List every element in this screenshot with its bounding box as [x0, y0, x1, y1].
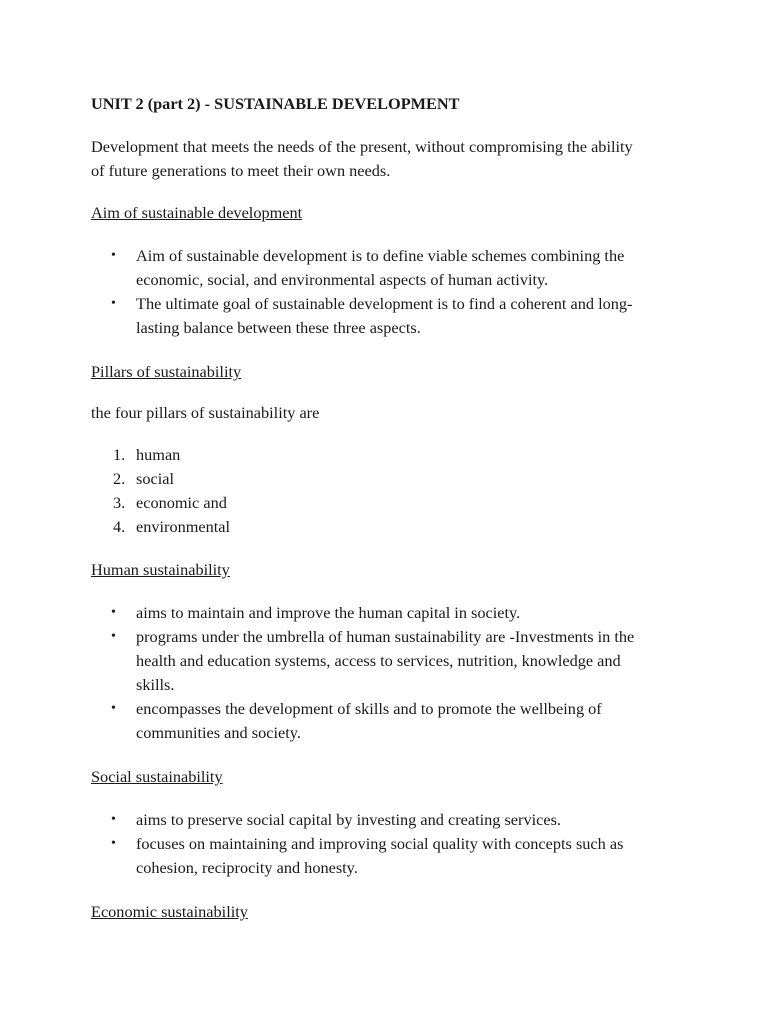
list-item-line: encompasses the development of skills and to promote the wellbeing of: [136, 699, 602, 718]
aim-section-heading: [91, 201, 691, 225]
bullet-icon: •: [111, 701, 116, 716]
list-number: 2.: [113, 469, 126, 488]
list-number: 3.: [113, 493, 126, 512]
pillars-intro: [91, 401, 691, 425]
aim-heading: Aim of sustainable development: [91, 203, 303, 222]
list-number: 1.: [113, 445, 126, 464]
page-title: [91, 92, 691, 116]
list-item: [91, 491, 691, 515]
bullet-icon: •: [111, 296, 116, 311]
bullet-icon: •: [111, 248, 116, 263]
bullet-icon: •: [111, 629, 116, 644]
list-item-line: programs under the umbrella of human sustainability are -Investments in the: [136, 627, 635, 646]
list-item-text: human: [136, 445, 181, 464]
list-number: 4.: [113, 517, 126, 536]
list-item: [91, 697, 691, 745]
aim-bullet-list: [91, 244, 691, 340]
list-item-text: environmental: [136, 517, 231, 536]
definition-paragraph: [91, 135, 691, 183]
social-heading: Social sustainability: [91, 767, 223, 786]
pillars-intro-text: the four pillars of sustainability are: [91, 403, 320, 422]
bullet-icon: •: [111, 812, 116, 827]
list-item: [91, 467, 691, 491]
list-item-line: health and education systems, access to services, nutrition, knowledge and: [136, 651, 621, 670]
pillars-section-heading: [91, 360, 691, 384]
list-item-line: skills.: [136, 675, 175, 694]
human-heading: Human sustainability: [91, 560, 230, 579]
list-item-line: aims to preserve social capital by investing and creating services.: [136, 810, 561, 829]
list-item-line: The ultimate goal of sustainable development is to find a coherent and long-: [136, 294, 633, 313]
list-item-line: aims to maintain and improve the human capital in society.: [136, 603, 521, 622]
list-item: [91, 292, 691, 340]
economic-heading: Economic sustainability: [91, 902, 248, 921]
list-item-line: Aim of sustainable development is to define viable schemes combining the: [136, 246, 625, 265]
list-item: [91, 601, 691, 625]
human-section-heading: [91, 558, 691, 582]
list-item: [91, 808, 691, 832]
bullet-icon: •: [111, 836, 116, 851]
human-bullet-list: [91, 601, 691, 745]
list-item: [91, 515, 691, 539]
list-item-line: cohesion, reciprocity and honesty.: [136, 858, 358, 877]
definition-line: of future generations to meet their own needs.: [91, 161, 391, 180]
list-item: [91, 625, 691, 697]
pillars-numbered-list: [91, 443, 691, 539]
social-bullet-list: [91, 808, 691, 880]
list-item: [91, 244, 691, 292]
list-item-line: lasting balance between these three aspects.: [136, 318, 421, 337]
list-item-line: focuses on maintaining and improving social quality with concepts such as: [136, 834, 624, 853]
list-item-text: social: [136, 469, 174, 488]
bullet-icon: •: [111, 605, 116, 620]
list-item: [91, 443, 691, 467]
list-item-text: economic and: [136, 493, 227, 512]
social-section-heading: [91, 765, 691, 789]
list-item-line: communities and society.: [136, 723, 301, 742]
definition-line: Development that meets the needs of the present, without compromising the ability: [91, 137, 633, 156]
pillars-heading: Pillars of sustainability: [91, 362, 242, 381]
list-item-line: economic, social, and environmental aspects of human activity.: [136, 270, 549, 289]
list-item: [91, 832, 691, 880]
economic-section-heading: [91, 900, 691, 924]
document-title: UNIT 2 (part 2) - SUSTAINABLE DEVELOPMENT: [91, 94, 460, 113]
